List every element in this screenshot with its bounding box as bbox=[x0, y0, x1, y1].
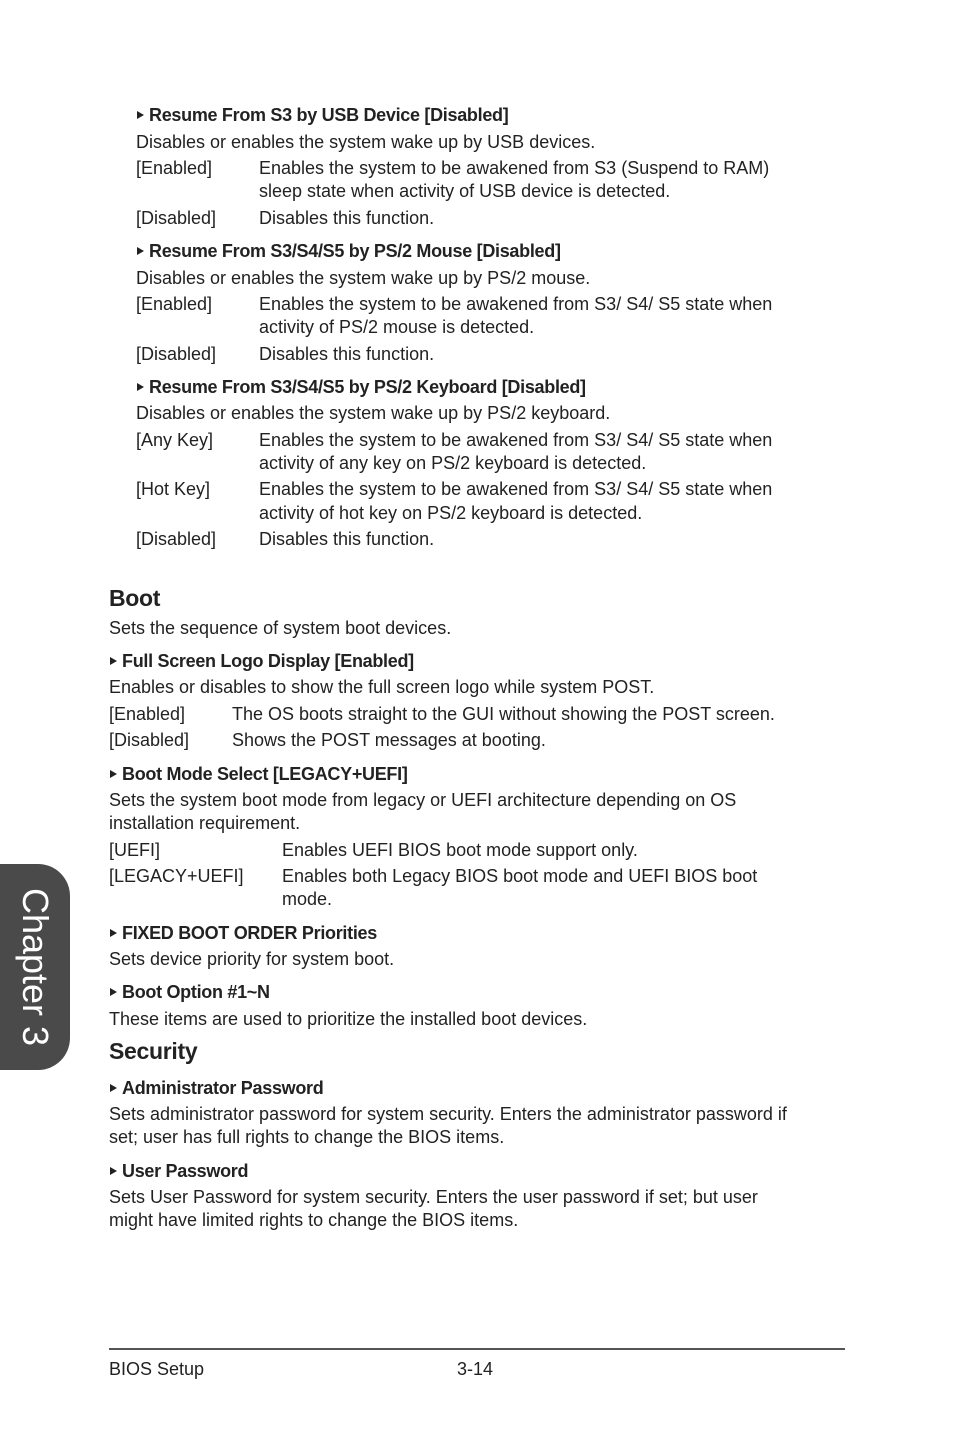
triangle-bullet-icon bbox=[110, 988, 117, 996]
option-desc: Disables this function. bbox=[259, 529, 435, 549]
user-password-header-text: User Password bbox=[122, 1161, 249, 1181]
option-label: [LEGACY+UEFI] bbox=[109, 866, 244, 886]
option-desc: Shows the POST messages at booting. bbox=[232, 730, 546, 750]
option-label: [Enabled] bbox=[136, 158, 213, 178]
boot-section-title: Boot bbox=[109, 585, 161, 611]
fixed-boot-order-header-text: FIXED BOOT ORDER Priorities bbox=[122, 923, 377, 943]
option-label: [Disabled] bbox=[109, 730, 190, 750]
user-password-desc: might have limited rights to change the BIOS items. bbox=[109, 1210, 519, 1230]
triangle-bullet-icon bbox=[137, 247, 144, 255]
option-desc: sleep state when activity of USB device is detected. bbox=[259, 181, 671, 201]
option-label: [Disabled] bbox=[136, 529, 217, 549]
full-screen-logo-desc: Enables or disables to show the full screen logo while system POST. bbox=[109, 677, 655, 697]
resume-usb-desc: Disables or enables the system wake up by USB devices. bbox=[136, 132, 596, 152]
option-desc: Enables the system to be awakened from S3/ S4/ S5 state when bbox=[259, 479, 773, 499]
option-label: [Any Key] bbox=[136, 430, 214, 450]
security-section-title: Security bbox=[109, 1038, 198, 1064]
option-label: [Enabled] bbox=[136, 294, 213, 314]
full-screen-logo-header bbox=[110, 650, 414, 673]
resume-keyboard-desc: Disables or enables the system wake up by PS/2 keyboard. bbox=[136, 403, 611, 423]
option-desc: Enables UEFI BIOS boot mode support only. bbox=[282, 840, 638, 860]
resume-usb-header bbox=[137, 104, 508, 127]
option-desc: mode. bbox=[282, 889, 333, 909]
option-desc: Enables the system to be awakened from S3/ S4/ S5 state when bbox=[259, 294, 773, 314]
fixed-boot-order-header bbox=[110, 922, 377, 945]
boot-option-desc: These items are used to prioritize the installed boot devices. bbox=[109, 1009, 588, 1029]
triangle-bullet-icon bbox=[110, 1167, 117, 1175]
chapter-tab bbox=[0, 864, 70, 1070]
option-label: [Disabled] bbox=[136, 208, 217, 228]
boot-desc: Sets the sequence of system boot devices. bbox=[109, 618, 452, 638]
option-desc: activity of PS/2 mouse is detected. bbox=[259, 317, 535, 337]
triangle-bullet-icon bbox=[110, 1084, 117, 1092]
option-label: [Hot Key] bbox=[136, 479, 211, 499]
option-label: [Disabled] bbox=[136, 344, 217, 364]
page-number: 3-14 bbox=[457, 1359, 494, 1379]
option-desc: Enables the system to be awakened from S3/ S4/ S5 state when bbox=[259, 430, 773, 450]
option-desc: activity of any key on PS/2 keyboard is detected. bbox=[259, 453, 647, 473]
full-screen-logo-header-text: Full Screen Logo Display [Enabled] bbox=[122, 651, 414, 671]
admin-password-desc: set; user has full rights to change the BIOS items. bbox=[109, 1127, 505, 1147]
admin-password-header bbox=[110, 1077, 323, 1100]
boot-option-header bbox=[110, 981, 270, 1004]
option-desc: Disables this function. bbox=[259, 208, 435, 228]
option-desc: Enables the system to be awakened from S3 (Suspend to RAM) bbox=[259, 158, 770, 178]
triangle-bullet-icon bbox=[110, 770, 117, 778]
boot-mode-header-text: Boot Mode Select [LEGACY+UEFI] bbox=[122, 764, 408, 784]
triangle-bullet-icon bbox=[110, 657, 117, 665]
triangle-bullet-icon bbox=[137, 111, 144, 119]
resume-keyboard-header bbox=[137, 376, 586, 399]
admin-password-header-text: Administrator Password bbox=[122, 1078, 324, 1098]
user-password-desc: Sets User Password for system security. Enters the user password if set; but user bbox=[109, 1187, 758, 1207]
resume-mouse-desc: Disables or enables the system wake up by PS/2 mouse. bbox=[136, 268, 591, 288]
option-label: [UEFI] bbox=[109, 840, 161, 860]
chapter-tab-label: Chapter 3 bbox=[15, 887, 56, 1047]
resume-keyboard-header-text: Resume From S3/S4/S5 by PS/2 Keyboard [Disabled] bbox=[149, 377, 586, 397]
resume-usb-header-text: Resume From S3 by USB Device [Disabled] bbox=[149, 105, 509, 125]
resume-mouse-header-text: Resume From S3/S4/S5 by PS/2 Mouse [Disabled] bbox=[149, 241, 561, 261]
footer-title: BIOS Setup bbox=[109, 1359, 205, 1379]
option-desc: Disables this function. bbox=[259, 344, 435, 364]
boot-mode-desc: installation requirement. bbox=[109, 813, 301, 833]
fixed-boot-order-desc: Sets device priority for system boot. bbox=[109, 949, 395, 969]
boot-mode-desc: Sets the system boot mode from legacy or UEFI architecture depending on OS bbox=[109, 790, 737, 810]
footer-divider bbox=[109, 1348, 845, 1350]
triangle-bullet-icon bbox=[137, 383, 144, 391]
user-password-header bbox=[110, 1160, 248, 1183]
option-desc: activity of hot key on PS/2 keyboard is detected. bbox=[259, 503, 643, 523]
boot-option-header-text: Boot Option #1~N bbox=[122, 982, 270, 1002]
resume-mouse-header bbox=[137, 240, 561, 263]
option-label: [Enabled] bbox=[109, 704, 186, 724]
admin-password-desc: Sets administrator password for system security. Enters the administrator password if bbox=[109, 1104, 787, 1124]
triangle-bullet-icon bbox=[110, 929, 117, 937]
boot-mode-header bbox=[110, 763, 408, 786]
option-desc: The OS boots straight to the GUI without showing the POST screen. bbox=[232, 704, 775, 724]
option-desc: Enables both Legacy BIOS boot mode and UEFI BIOS boot bbox=[282, 866, 758, 886]
